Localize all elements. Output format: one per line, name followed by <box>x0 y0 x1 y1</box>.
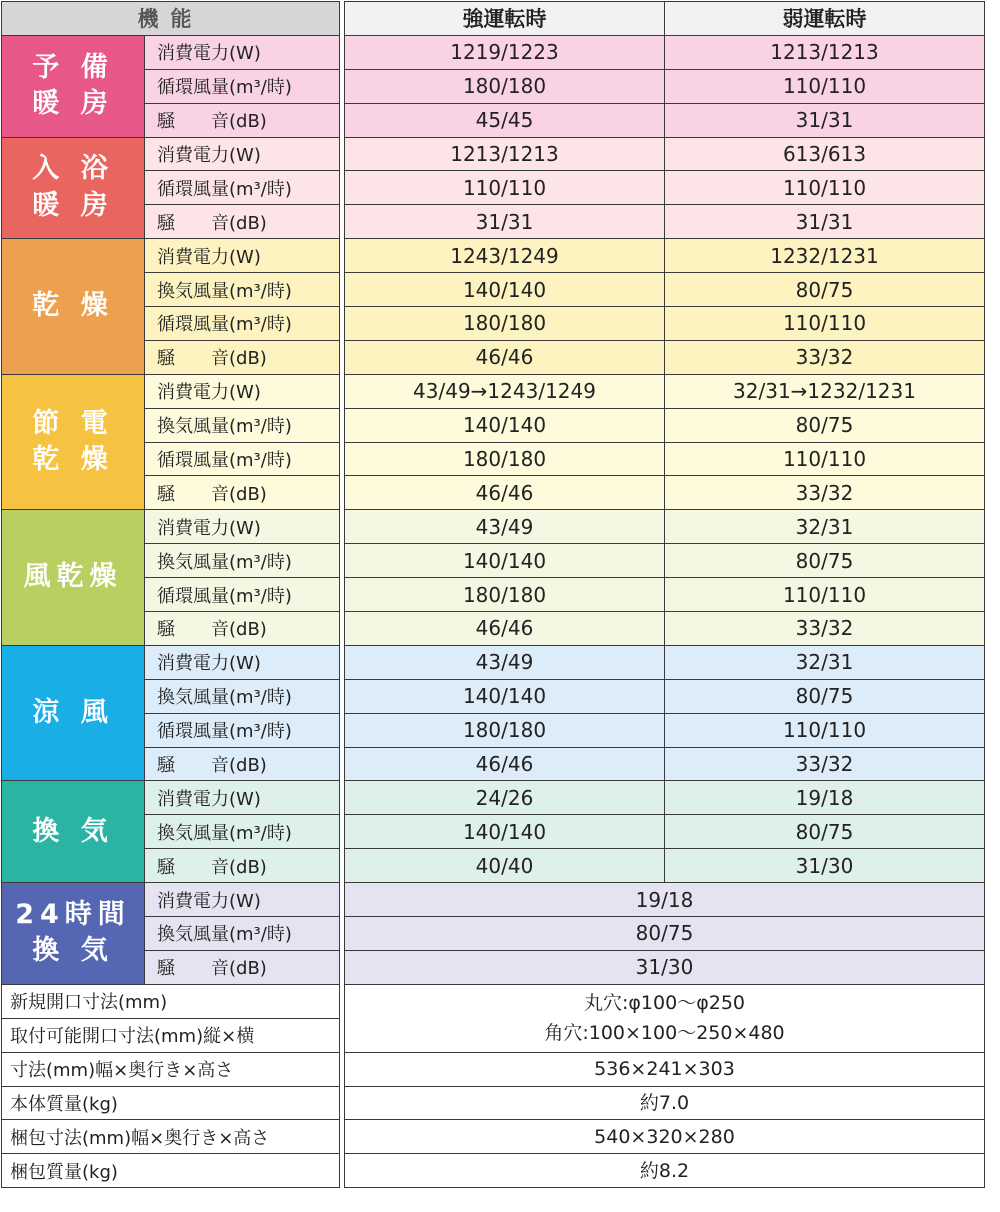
spec-value: 約7.0 <box>345 1086 985 1120</box>
value-strong: 140/140 <box>345 544 665 578</box>
row-label: 循環風量(m³/時) <box>145 307 340 341</box>
table-row <box>2 984 985 1018</box>
row-label: 騒 音(dB) <box>145 612 340 646</box>
value-strong: 46/46 <box>345 340 665 374</box>
opening-value <box>345 984 985 1052</box>
value-weak: 110/110 <box>665 307 985 341</box>
row-label: 循環風量(m³/時) <box>145 578 340 612</box>
value-weak: 110/110 <box>665 69 985 103</box>
table-row <box>2 950 985 984</box>
table-row <box>2 544 985 578</box>
value-strong: 43/49 <box>345 645 665 679</box>
value-strong: 110/110 <box>345 171 665 205</box>
table-row <box>2 476 985 510</box>
table-row <box>2 171 985 205</box>
opening-value-line: 丸穴:φ100〜φ250 <box>584 991 745 1014</box>
group-label: 入 浴 暖 房 <box>2 137 145 239</box>
spec-label: 新規開口寸法(mm) <box>2 984 340 1018</box>
value-strong: 1213/1213 <box>345 137 665 171</box>
value-strong: 40/40 <box>345 849 665 883</box>
value-weak: 32/31→1232/1231 <box>665 374 985 408</box>
table-row <box>2 69 985 103</box>
value-weak: 110/110 <box>665 171 985 205</box>
table-row <box>2 917 985 951</box>
group-label: 涼 風 <box>2 645 145 781</box>
value-weak: 33/32 <box>665 476 985 510</box>
value-strong: 46/46 <box>345 612 665 646</box>
row-label: 騒 音(dB) <box>145 476 340 510</box>
value-weak: 110/110 <box>665 578 985 612</box>
table-row <box>2 307 985 341</box>
value-strong: 43/49→1243/1249 <box>345 374 665 408</box>
table-row <box>2 239 985 273</box>
header-row <box>2 2 985 36</box>
row-label: 消費電力(W) <box>145 137 340 171</box>
value-weak: 110/110 <box>665 442 985 476</box>
row-label: 消費電力(W) <box>145 374 340 408</box>
value-strong: 24/26 <box>345 781 665 815</box>
spec-value: 約8.2 <box>345 1154 985 1188</box>
header-function: 機能 <box>2 2 340 36</box>
table-row <box>2 103 985 137</box>
table-row <box>2 35 985 69</box>
row-label: 循環風量(m³/時) <box>145 171 340 205</box>
row-label: 換気風量(m³/時) <box>145 273 340 307</box>
table-row <box>2 1086 985 1120</box>
table-row <box>2 747 985 781</box>
value-weak: 110/110 <box>665 713 985 747</box>
row-label: 消費電力(W) <box>145 781 340 815</box>
opening-value-line: 角穴:100×100〜250×480 <box>544 1022 785 1045</box>
table-row <box>2 815 985 849</box>
value-weak: 1213/1213 <box>665 35 985 69</box>
spec-table <box>1 1 985 1188</box>
row-label: 騒 音(dB) <box>145 340 340 374</box>
group-label: 節 電 乾 燥 <box>2 374 145 510</box>
table-row <box>2 645 985 679</box>
value-weak: 33/32 <box>665 612 985 646</box>
value-both: 80/75 <box>345 917 985 951</box>
table-row <box>2 1052 985 1086</box>
value-strong: 180/180 <box>345 578 665 612</box>
group-label: 風乾燥 <box>2 510 145 646</box>
row-label: 循環風量(m³/時) <box>145 442 340 476</box>
value-strong: 43/49 <box>345 510 665 544</box>
row-label: 消費電力(W) <box>145 510 340 544</box>
spec-value: 536×241×303 <box>345 1052 985 1086</box>
spec-label: 梱包寸法(mm)幅×奥行き×高さ <box>2 1120 340 1154</box>
table-row <box>2 883 985 917</box>
header-strong: 強運転時 <box>345 2 665 36</box>
value-weak: 1232/1231 <box>665 239 985 273</box>
row-label: 消費電力(W) <box>145 239 340 273</box>
value-strong: 31/31 <box>345 205 665 239</box>
row-label: 換気風量(m³/時) <box>145 815 340 849</box>
table-row <box>2 137 985 171</box>
spec-label: 本体質量(kg) <box>2 1086 340 1120</box>
value-strong: 46/46 <box>345 747 665 781</box>
column-gap <box>340 1018 345 1052</box>
value-both: 31/30 <box>345 950 985 984</box>
value-weak: 32/31 <box>665 645 985 679</box>
value-strong: 45/45 <box>345 103 665 137</box>
row-label: 騒 音(dB) <box>145 849 340 883</box>
value-weak: 80/75 <box>665 544 985 578</box>
value-weak: 19/18 <box>665 781 985 815</box>
table-row <box>2 374 985 408</box>
table-row <box>2 781 985 815</box>
value-weak: 80/75 <box>665 273 985 307</box>
value-strong: 180/180 <box>345 69 665 103</box>
row-label: 消費電力(W) <box>145 35 340 69</box>
value-strong: 46/46 <box>345 476 665 510</box>
table-row <box>2 713 985 747</box>
row-label: 消費電力(W) <box>145 645 340 679</box>
table-row <box>2 205 985 239</box>
row-label: 換気風量(m³/時) <box>145 408 340 442</box>
value-weak: 80/75 <box>665 815 985 849</box>
table-row <box>2 510 985 544</box>
value-strong: 1219/1223 <box>345 35 665 69</box>
table-row <box>2 442 985 476</box>
row-label: 騒 音(dB) <box>145 747 340 781</box>
value-strong: 140/140 <box>345 273 665 307</box>
row-label: 騒 音(dB) <box>145 103 340 137</box>
value-strong: 140/140 <box>345 679 665 713</box>
row-label: 騒 音(dB) <box>145 950 340 984</box>
value-weak: 31/30 <box>665 849 985 883</box>
spec-label: 寸法(mm)幅×奥行き×高さ <box>2 1052 340 1086</box>
table-row <box>2 1120 985 1154</box>
value-strong: 140/140 <box>345 815 665 849</box>
spec-label: 梱包質量(kg) <box>2 1154 340 1188</box>
group-label: 乾 燥 <box>2 239 145 375</box>
table-row <box>2 612 985 646</box>
table-row <box>2 408 985 442</box>
row-label: 消費電力(W) <box>145 883 340 917</box>
value-strong: 180/180 <box>345 442 665 476</box>
table-row <box>2 273 985 307</box>
table-row <box>2 679 985 713</box>
value-weak: 31/31 <box>665 103 985 137</box>
value-weak: 33/32 <box>665 340 985 374</box>
header-weak: 弱運転時 <box>665 2 985 36</box>
table-row <box>2 578 985 612</box>
spec-label: 取付可能開口寸法(mm)縦×横 <box>2 1018 340 1052</box>
value-weak: 613/613 <box>665 137 985 171</box>
row-label: 換気風量(m³/時) <box>145 544 340 578</box>
row-label: 換気風量(m³/時) <box>145 917 340 951</box>
value-weak: 33/32 <box>665 747 985 781</box>
value-weak: 80/75 <box>665 408 985 442</box>
spec-value: 540×320×280 <box>345 1120 985 1154</box>
group-label: 24時間 換 気 <box>2 883 145 985</box>
value-strong: 180/180 <box>345 713 665 747</box>
value-weak: 80/75 <box>665 679 985 713</box>
row-label: 騒 音(dB) <box>145 205 340 239</box>
group-label: 予 備 暖 房 <box>2 35 145 137</box>
row-label: 換気風量(m³/時) <box>145 679 340 713</box>
value-weak: 32/31 <box>665 510 985 544</box>
value-strong: 180/180 <box>345 307 665 341</box>
table-row <box>2 340 985 374</box>
value-strong: 140/140 <box>345 408 665 442</box>
row-label: 循環風量(m³/時) <box>145 713 340 747</box>
value-strong: 1243/1249 <box>345 239 665 273</box>
row-label: 循環風量(m³/時) <box>145 69 340 103</box>
table-row <box>2 849 985 883</box>
value-both: 19/18 <box>345 883 985 917</box>
value-weak: 31/31 <box>665 205 985 239</box>
table-row <box>2 1154 985 1188</box>
group-label: 換 気 <box>2 781 145 883</box>
